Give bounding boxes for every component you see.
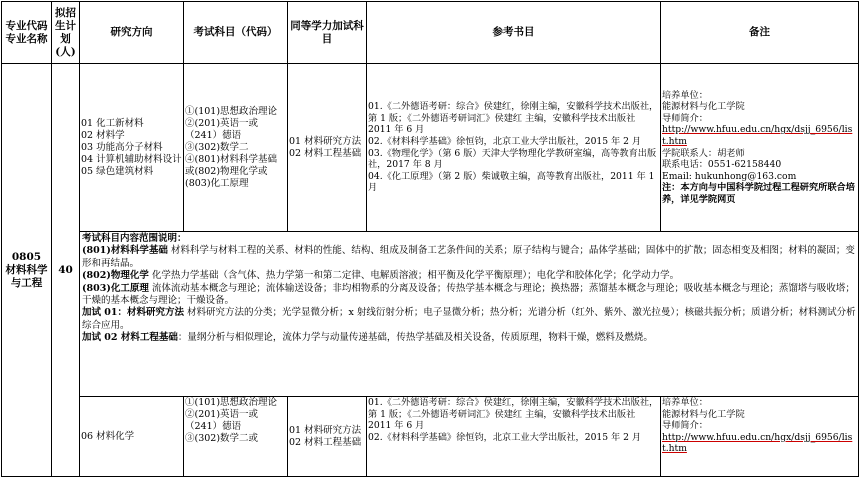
header-plan: 拟招生计划(人) [52, 2, 80, 64]
scope-cell [80, 232, 859, 397]
scope-label: (801)材料科学基础 [82, 245, 168, 257]
scope-text: 材料研究方法的分类；光学显微分析；x 射线衍射分析；电子显微分析；热分析；光谱分析（红外、紫外、激光拉曼）；核磁共振分析；质谱分析；材料测试分析综合应用。 [82, 307, 856, 331]
equiv-subjects: 01 材料研究方法 02 材料工程基础 [288, 64, 367, 232]
notes-joint-training: 注：本方向与中国科学院过程工程研究所联合培养，详见学院网页 [662, 182, 855, 205]
scope-text: 材料科学与材料工程的关系、材料的性能、结构、组成及制备工艺条件间的关系；原子结构与键合；晶体学基础；固体中的扩散；固态相变及相图；材料的凝固；变形和再结晶。 [82, 245, 855, 269]
advisor-link[interactable]: http://www.hfuu.edu.cn/hgx/dsjj_6956/list.htm [662, 124, 853, 147]
header-exam: 考试科目（代码） [184, 2, 288, 64]
exam-subjects: ①(101)思想政治理论 ②(201)英语一或（241）德语 ③(302)数学二或 [184, 397, 288, 477]
major-cell [2, 64, 52, 477]
scope-item [82, 332, 856, 344]
header-refs: 参考书目 [367, 2, 661, 64]
notes-contact: 学院联系人：胡老师 联系电话：0551-62158440 Email: hukunhong@163.com [662, 147, 797, 182]
scope-text: 化学热力学基础（含气体、热力学第一和第二定律、电解质溶液；相平衡及化学平衡原理）；电化学和胶体化学；化学动力学。 [148, 270, 680, 282]
research-directions: 01 化工新材料 02 材料学 03 功能高分子材料 04 计算机辅助材料设计 05 绿色建筑材料 [80, 64, 184, 232]
header-major: 专业代码 专业名称 [2, 2, 52, 64]
scope-label: 加试 01：材料研究方法 [82, 307, 185, 319]
notes-cell [661, 64, 859, 232]
major-code: 0805 [11, 250, 42, 263]
scope-label: 加试 02 材料工程基础 [82, 332, 178, 344]
scope-item [82, 283, 856, 308]
scope-text: ：量纲分析与相似理论，流体力学与动量传递基础，传热学基础及相关设备，传质原理，物料干燥，燃料及燃烧。 [177, 332, 653, 344]
scope-title: 考试科目内容范围说明： [82, 233, 187, 244]
table-row [2, 64, 859, 232]
scope-label: (803)化工原理 [82, 282, 149, 294]
notes-cell [661, 397, 859, 477]
notes-intro: 培养单位： 能源材料与化工学院 导师简介： [662, 89, 745, 124]
header-equiv: 同等学力加试科目 [288, 2, 367, 64]
admissions-table [1, 1, 859, 477]
scope-item [82, 307, 856, 332]
major-name: 材料科学与工程 [5, 263, 48, 289]
scope-label: (802)物理化学 [82, 270, 149, 282]
notes-intro: 培养单位： 能源材料与化工学院 导师简介： [662, 397, 745, 432]
scope-row [2, 232, 859, 397]
advisor-link[interactable]: http://www.hfuu.edu.cn/hgx/dsjj_6956/list.htm [662, 431, 853, 455]
header-direction: 研究方向 [80, 2, 184, 64]
table-row [2, 397, 859, 477]
scope-text: 流体流动基本概念与理论；流体输送设备；非均相物系的分离及设备；传热学基本概念与理论；换热器；蒸馏基本概念与理论；吸收基本概念与理论；蒸馏塔与吸收塔；干燥的基本概念与理论；干燥设备。 [82, 282, 855, 307]
scope-item [82, 270, 856, 282]
header-row [2, 2, 859, 64]
exam-subjects: ①(101)思想政治理论 ②(201)英语一或（241）德语 ③(302)数学二 ④(801)材料科学基础或(802)物理化学或(803)化工原理 [184, 64, 288, 232]
reference-books: 01.《二外德语考研：综合》侯建红，徐刚主编，安徽科学技术出版社， 第 1 版；《二外德语考研词汇》侯建红 主编，安徽科学技术出版社 2011 年 6 月 02.《材料科学基础》徐恒钧，北京工业大学出版社，2015 年 2 月 03.《物理化学》（第 6 版）天津大学物理化学教研室编，高等教育出版社，2017 年 8 月 04.《化工原理》（第 2 版）柴诚敬主编，高等教育出版社，2011 年 1 月 [367, 64, 661, 232]
header-notes: 备注 [661, 2, 859, 64]
scope-item [82, 245, 856, 270]
research-directions: 06 材料化学 [80, 397, 184, 477]
reference-books: 01.《二外德语考研：综合》侯建红，徐刚主编，安徽科学技术出版社， 第 1 版；《二外德语考研词汇》侯建红 主编，安徽科学技术出版社 2011 年 6 月 02.《材料科学基础》徐恒钧，北京工业大学出版社，2015 年 2 月 [367, 397, 661, 477]
equiv-subjects: 01 材料研究方法 02 材料工程基础 [288, 397, 367, 477]
plan-count: 40 [52, 64, 80, 477]
